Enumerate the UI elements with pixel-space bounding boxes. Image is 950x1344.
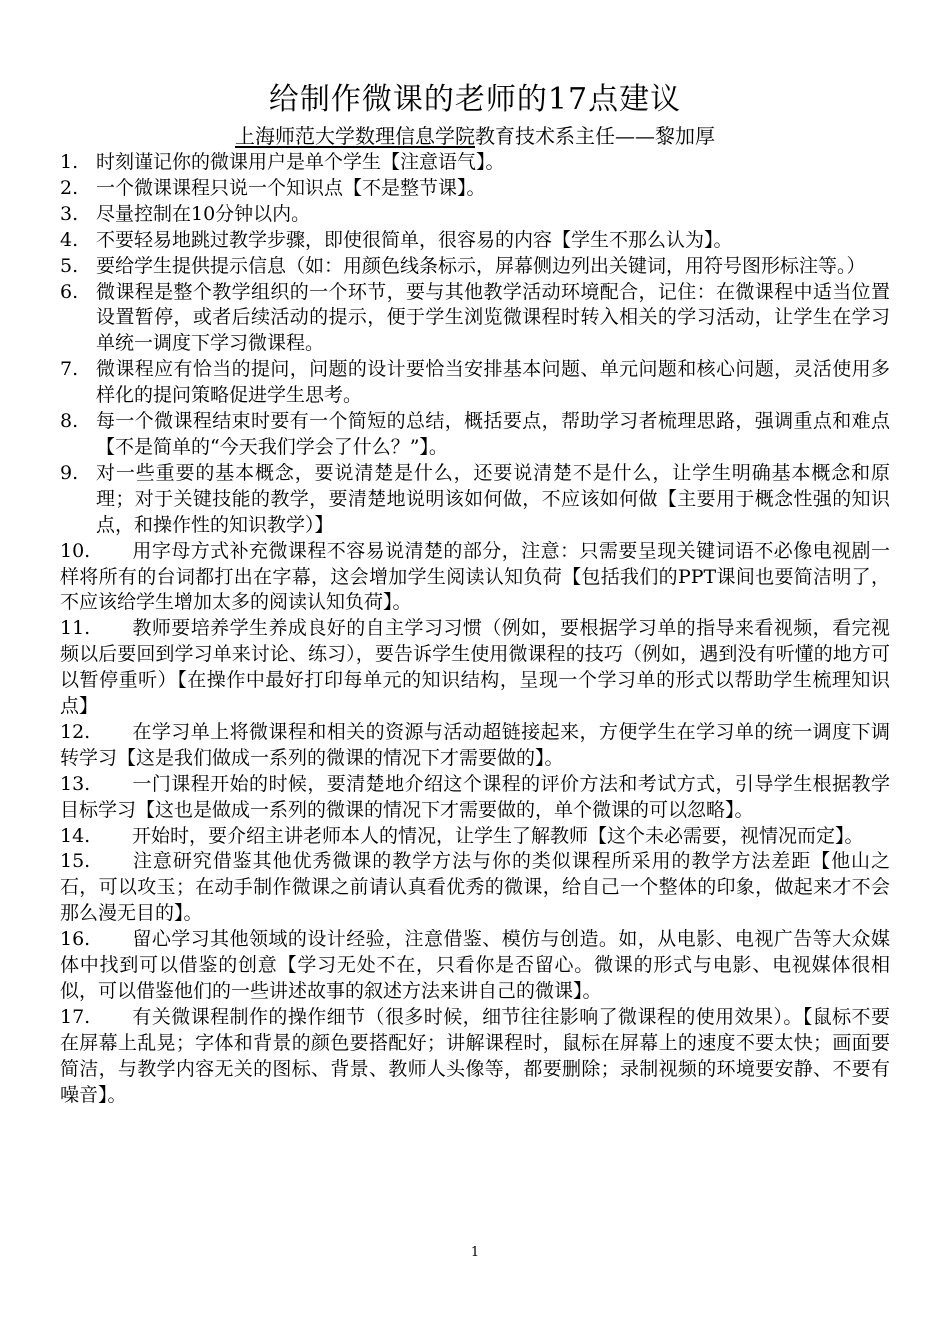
advice-item-number: 3. xyxy=(60,202,79,225)
advice-item-text: 对一些重要的基本概念，要说清楚是什么，还要说清楚不是什么，让学生明确基本概念和原理；对于关键技能的教学，要清楚地说明该如何做，不应该如何做【主要用于概念性强的知识点，和操作性的知识教学）】 xyxy=(96,461,890,536)
advice-item xyxy=(60,357,890,409)
advice-item-number: 17. xyxy=(60,1005,91,1028)
advice-item-number: 14. xyxy=(60,824,91,847)
advice-item-number: 5. xyxy=(60,254,79,277)
advice-item-number: 7. xyxy=(60,358,79,381)
advice-item-text: 留心学习其他领域的设计经验，注意借鉴、模仿与创造。如，从电影、电视广告等大众媒体中找到可以借鉴的创意【学习无处不在，只看你是否留心。微课的形式与电影、电视媒体很相似，可以借鉴他们的一些讲述故事的叙述方法来讲自己的微课】。 xyxy=(60,928,890,1002)
advice-item-text: 有关微课程制作的操作细节（很多时候，细节往往影响了微课程的使用效果）。【鼠标不要在屏幕上乱晃；字体和背景的颜色要搭配好；讲解课程时，鼠标在屏幕上的速度不要太快；画面要简洁，与教学内容无关的图标、背景、教师人头像等，都要删除；录制视频的环境要安静、不要有噪音】。 xyxy=(60,1005,890,1106)
advice-item xyxy=(60,176,890,202)
page-number: 1 xyxy=(470,1245,480,1260)
advice-item-text: 用字母方式补充微课程不容易说清楚的部分，注意：只需要呈现关键词语不必像电视剧一样将所有的台词都打出在字幕，这会增加学生阅读认知负荷【包括我们的PPT课间也要简洁明了，不应该给学生增加太多的阅读认知负荷】。 xyxy=(60,539,890,614)
advice-item xyxy=(60,720,890,772)
advice-item-text: 一门课程开始的时候，要清楚地介绍这个课程的评价方法和考试方式，引导学生根据教学目标学习【这也是做成一系列的微课的情况下才需要做的，单个微课的可以忽略】。 xyxy=(60,772,890,821)
advice-item-number: 9. xyxy=(60,461,79,484)
document-subtitle xyxy=(0,122,950,150)
advice-item-text: 教师要培养学生养成良好的自主学习习惯（例如，要根据学习单的指导来看视频，看完视频以后要回到学习单来讨论、练习），要告诉学生使用微课程的技巧（例如，遇到没有听懂的地方可以暂停重听）【在操作中最好打印每单元的知识结构，呈现一个学习单的形式以帮助学生梳理知识点】 xyxy=(60,617,890,718)
advice-item-number: 10. xyxy=(60,539,91,562)
advice-item-number: 13. xyxy=(60,772,91,795)
advice-item xyxy=(60,849,890,927)
advice-item-number: 4. xyxy=(60,228,79,251)
advice-item-number: 15. xyxy=(60,850,91,873)
advice-item-number: 8. xyxy=(60,410,79,433)
advice-item-text: 一个微课课程只说一个知识点【不是整节课】。 xyxy=(96,176,486,199)
advice-item xyxy=(60,616,890,720)
advice-item-number: 6. xyxy=(60,280,79,303)
advice-item xyxy=(60,927,890,1005)
advice-item xyxy=(60,150,890,176)
advice-item-text: 要给学生提供提示信息（如：用颜色线条标示，屏幕侧边列出关键词，用符号图形标注等。） xyxy=(96,254,866,277)
subtitle-organization: 上海师范大学数理信息学院 xyxy=(235,124,475,148)
advice-item-text: 每一个微课程结束时要有一个简短的总结，概括要点，帮助学习者梳理思路，强调重点和难点【不是简单的“今天我们学会了什么？”】。 xyxy=(96,410,890,458)
advice-item xyxy=(60,254,890,280)
advice-item xyxy=(60,772,890,824)
advice-item xyxy=(60,202,890,228)
advice-item-text: 时刻谨记你的微课用户是单个学生【注意语气】。 xyxy=(96,151,505,173)
advice-item xyxy=(60,461,890,539)
advice-item-number: 1. xyxy=(60,151,79,173)
advice-item-number: 11. xyxy=(60,617,91,640)
advice-item xyxy=(60,1005,890,1109)
advice-item xyxy=(60,539,890,617)
advice-item-text: 注意研究借鉴其他优秀微课的教学方法与你的类似课程所采用的教学方法差距【他山之石，可以攻玉；在动手制作微课之前请认真看优秀的微课，给自己一个整体的印象，做起来才不会那么漫无目的】。 xyxy=(60,850,890,925)
advice-item xyxy=(60,228,890,254)
advice-item xyxy=(60,280,890,358)
advice-item xyxy=(60,824,890,850)
advice-item-text: 尽量控制在10分钟以内。 xyxy=(96,202,311,225)
advice-item-text: 微课程是整个教学组织的一个环节，要与其他教学活动环境配合，记住：在微课程中适当位置设置暂停，或者后续活动的提示，便于学生浏览微课程时转入相关的学习活动，让学生在学习单统一调度下学习微课程。 xyxy=(96,280,890,355)
subtitle-author: 教育技术系主任——黎加厚 xyxy=(475,124,715,148)
advice-item-text: 不要轻易地跳过教学步骤，即使很简单，很容易的内容【学生不那么认为】。 xyxy=(96,228,733,251)
advice-item-number: 12. xyxy=(60,720,91,743)
advice-list xyxy=(60,150,890,1109)
advice-item-number: 16. xyxy=(60,928,91,951)
advice-item-text: 在学习单上将微课程和相关的资源与活动超链接起来，方便学生在学习单的统一调度下调转学习【这是我们做成一系列的微课的情况下才需要做的】。 xyxy=(60,720,890,769)
advice-item-text: 微课程应有恰当的提问，问题的设计要恰当安排基本问题、单元问题和核心问题，灵活使用多样化的提问策略促进学生思考。 xyxy=(96,358,890,407)
advice-item-text: 开始时，要介绍主讲老师本人的情况，让学生了解教师【这个未必需要，视情况而定】。 xyxy=(132,824,864,847)
advice-item xyxy=(60,409,890,461)
advice-item-number: 2. xyxy=(60,176,79,199)
document-title: 给制作微课的老师的17点建议 xyxy=(268,82,682,117)
